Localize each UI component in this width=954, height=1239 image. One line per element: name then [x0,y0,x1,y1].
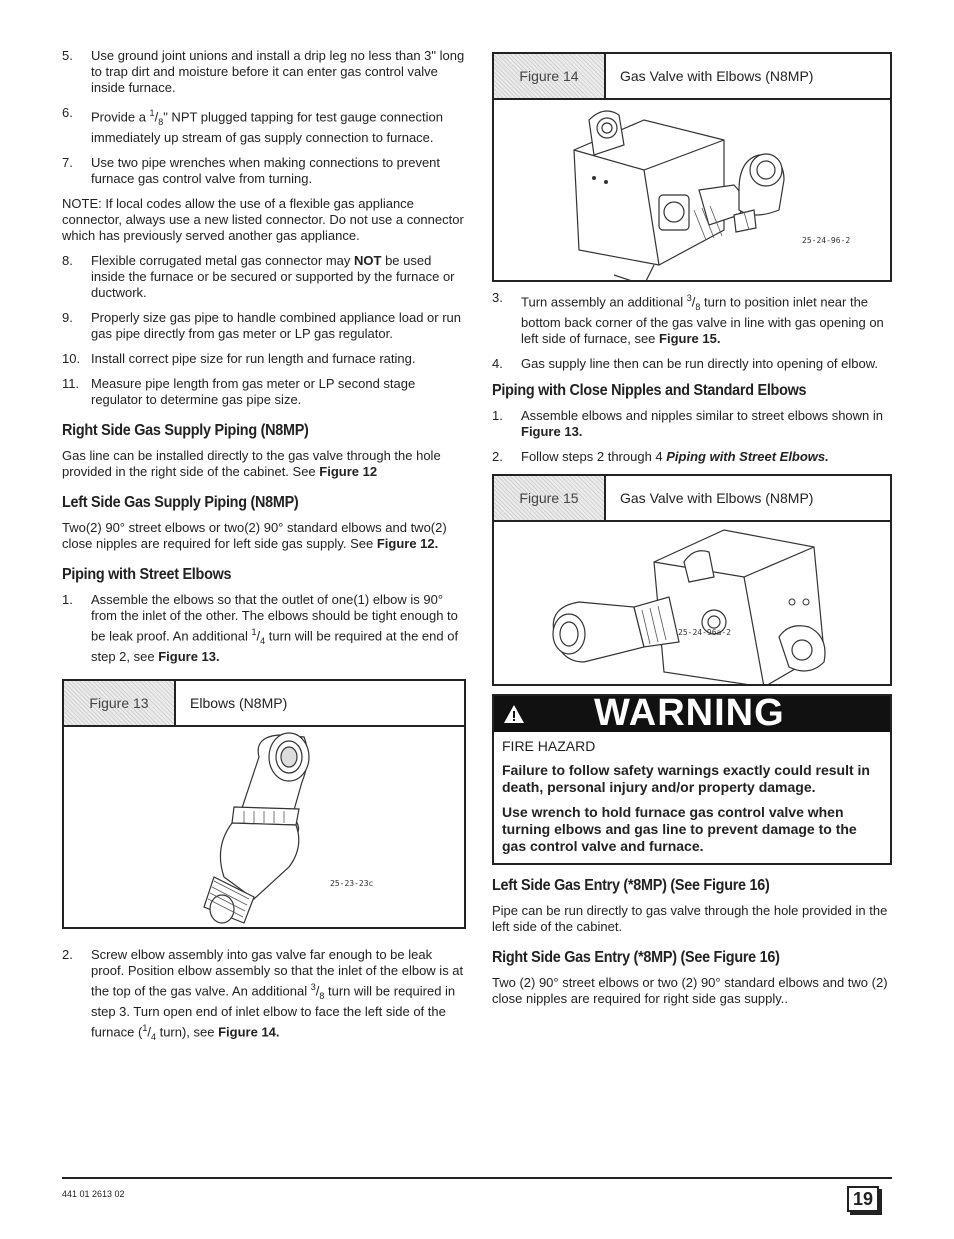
list-item: 2. Screw elbow assembly into gas valve far enough to be leak proof. Position elbow assembly so that the inlet of the elbow is at the top of the gas valve. An additional $^3/_8$ turn will be required in step 3. Turn open end of inlet elbow to face the left side of the furnace ($^1/_4$ turn), see Figure 14. [62,946,464,1042]
heading-street-elbows: Piping with Street Elbows [62,565,232,583]
list-item: 3. Turn assembly an additional $^3/_8$ turn to position inlet near the bottom back corner of the gas valve in line with gas opening on left side of furnace, see Figure 15. [492,290,884,346]
figure-13-code: 25-23-23c [330,878,374,888]
warning-subtitle: FIRE HAZARD [502,737,596,754]
figure-14-header [494,54,890,100]
list-item: 1. Assemble elbows and nipples similar to street elbows shown in Figure 13. [492,407,884,439]
warning-text-1: Failure to follow safety warnings exactly could result in death, personal injury and/or property damage. [502,761,870,795]
document-number: 441 01 2613 02 [62,1189,125,1199]
figure-15-tag: Figure 15 [494,476,606,520]
heading-close-nipples: Piping with Close Nipples and Standard Elbows [492,381,807,399]
figure-15-illustration [494,522,890,684]
figure-13-title: Elbows (N8MP) [190,694,288,711]
list-item: 2. Follow steps 2 through 4 Piping with Street Elbows. [492,448,829,464]
footer-rule [62,1177,892,1179]
elbow-drawing [64,727,464,927]
figure-14-illustration [494,100,890,280]
list-item: 4. Gas supply line then can be run directly into opening of elbow. [492,355,879,371]
warning-title: WARNING [594,692,785,735]
figure-14-code: 25-24-96-2 [802,236,851,245]
right-column [492,52,892,1007]
list-item: 5. Use ground joint unions and install a drip leg no less than 3" long to trap dirt and moisture before it can enter gas control valve inside furnace. [62,48,465,95]
heading-left-side-supply: Left Side Gas Supply Piping (N8MP) [62,493,299,511]
street-elbow-steps-2 [62,947,466,1045]
list-item: 11. Measure pipe length from gas meter or LP second stage regulator to determine gas pipe size. [62,375,416,407]
heading-right-side-supply: Right Side Gas Supply Piping (N8MP) [62,421,309,439]
paragraph-left-side-entry: Pipe can be run directly to gas valve through the hole provided in the left side of the cabinet. [492,902,888,934]
figure-13 [62,679,466,929]
left-column [62,48,466,1054]
figure-15-title: Gas Valve with Elbows (N8MP) [620,489,814,506]
heading-right-side-entry: Right Side Gas Entry (*8MP) (See Figure 16) [492,948,780,966]
list-item: 7. Use two pipe wrenches when making connections to prevent furnace gas control valve from turning. [62,154,441,186]
note-paragraph: NOTE: If local codes allow the use of a flexible gas appliance connector, always use a new listed connector. Do not use a connector which has previously served another gas appliance. [62,195,464,243]
street-elbow-steps [62,592,466,665]
list-item: 6. Provide a $^1/_8$" NPT plugged tapping for test gauge connection immediately up stream of gas supply connection to furnace. [62,105,443,145]
close-nipple-steps [492,408,892,465]
paragraph-right-side-entry: Two (2) 90° street elbows or two (2) 90° standard elbows and two (2) close nipples are required for right side gas supply.. [492,974,888,1006]
figure-15 [492,474,892,686]
figure-13-header [64,681,464,727]
warning-box [492,694,892,865]
heading-left-side-entry: Left Side Gas Entry (*8MP) (See Figure 16) [492,876,770,894]
warning-triangle-icon [494,704,534,724]
figure-15-code: 25-24-96a-2 [678,627,731,637]
steps-list-2 [62,253,466,408]
figure-13-tag: Figure 13 [64,681,176,725]
page-number: 19 [847,1186,879,1212]
gas-valve-drawing-2 [494,522,890,684]
gas-valve-drawing [494,100,890,280]
warning-text-2: Use wrench to hold furnace gas control valve when turning elbows and gas line to prevent damage to the gas control valve and furnace. [502,803,857,854]
paragraph-right-side-supply: Gas line can be installed directly to the gas valve through the hole provided in the right side of the cabinet. See Figure 12 [62,447,441,479]
warning-header [494,692,890,735]
list-item: 8. Flexible corrugated metal gas connector may NOT be used inside the furnace or be secured or supported by the furnace or ductwork. [62,252,455,300]
warning-body [494,732,890,863]
list-item: 9. Properly size gas pipe to handle combined appliance load or run gas pipe directly from gas meter or LP gas regulator. [62,309,462,341]
figure-15-header [494,476,890,522]
figure-14-tag: Figure 14 [494,54,606,98]
steps-list-1 [62,48,466,187]
paragraph-left-side-supply: Two(2) 90° street elbows or two(2) 90° standard elbows and two(2) close nipples are required for left side gas supply. See Figure 12. [62,519,447,551]
street-elbow-steps-3 [492,290,892,372]
figure-14 [492,52,892,282]
figure-14-title: Gas Valve with Elbows (N8MP) [620,68,814,84]
list-item: 10. Install correct pipe size for run length and furnace rating. [62,350,416,366]
figure-13-illustration [64,727,464,927]
list-item: 1. Assemble the elbows so that the outlet of one(1) elbow is 90° from the inlet of the other. The elbows should be tight enough to be leak proof. An additional $^1/_4$ turn will be required at the end of step 2, see Figure 13. [62,591,459,664]
